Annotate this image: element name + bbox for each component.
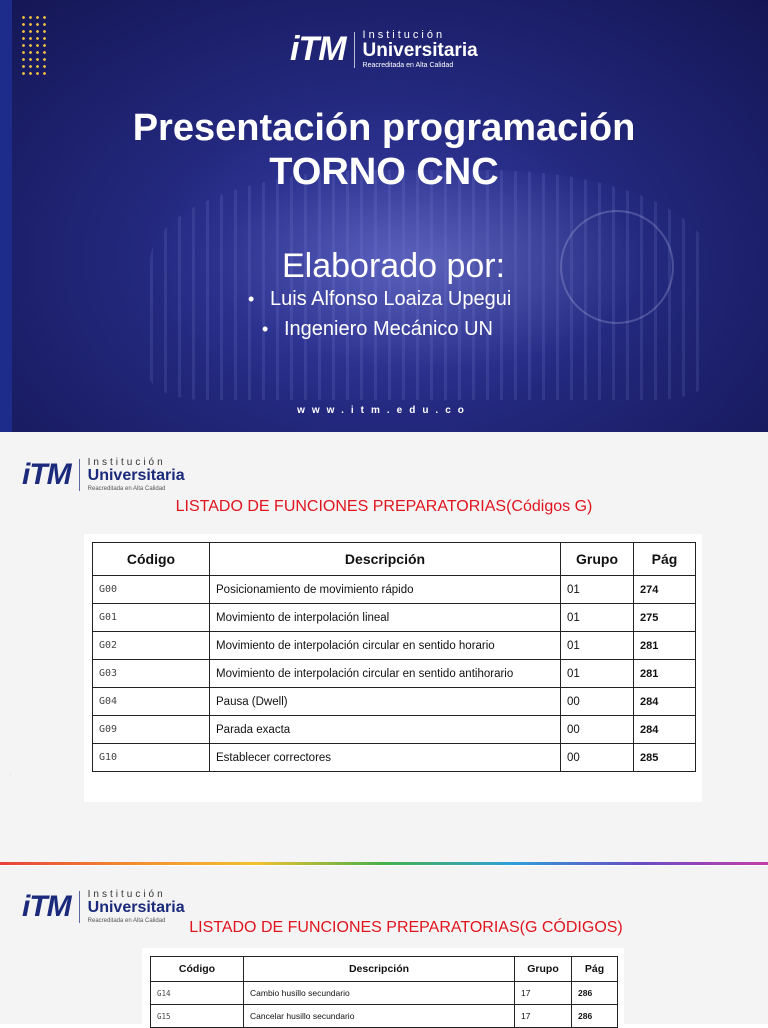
title-line-2: TORNO CNC <box>269 151 499 193</box>
cell-group: 00 <box>561 744 634 772</box>
bullet-icon: • <box>248 289 255 309</box>
itm-logo-mark: iTM <box>22 458 71 491</box>
cell-description: Movimiento de interpolación lineal <box>210 604 561 632</box>
campus-dome-shape <box>560 210 674 324</box>
list-item <box>262 318 511 341</box>
logo-universitaria: Universitaria <box>87 899 185 916</box>
logo-acreditada: Reacreditada en Alta Calidad <box>87 918 166 924</box>
logo-separator <box>79 459 80 491</box>
header-grupo: Grupo <box>515 957 572 982</box>
table-row <box>151 1005 618 1028</box>
header-grupo: Grupo <box>561 543 634 576</box>
cell-group: 01 <box>561 632 634 660</box>
logo-universitaria: Universitaria <box>87 467 185 484</box>
cell-group: 17 <box>515 982 572 1005</box>
cell-code: G03 <box>93 660 210 688</box>
table-row <box>93 604 696 632</box>
website-url: www.itm.edu.co <box>297 405 471 416</box>
table-header-row <box>151 957 618 982</box>
logo-universitaria: Universitaria <box>362 40 478 61</box>
slide-divider <box>0 862 768 865</box>
cell-code: G01 <box>93 604 210 632</box>
logo-institucion: Institución <box>362 29 446 41</box>
cell-group: 17 <box>515 1005 572 1028</box>
logo-acreditada: Reacreditada en Alta Calidad <box>87 486 166 492</box>
cell-description: Posicionamiento de movimiento rápido <box>210 576 561 604</box>
cell-group: 00 <box>561 716 634 744</box>
header-pag: Pág <box>634 543 696 576</box>
cell-description: Pausa (Dwell) <box>210 688 561 716</box>
logo-separator <box>354 32 355 68</box>
cell-code: G02 <box>93 632 210 660</box>
cell-code: G10 <box>93 744 210 772</box>
table-row <box>93 660 696 688</box>
scanned-table-image <box>84 534 702 802</box>
cell-page: 281 <box>634 632 696 660</box>
header-codigo: Código <box>93 543 210 576</box>
cell-page: 274 <box>634 576 696 604</box>
cell-code: G04 <box>93 688 210 716</box>
itm-logo <box>22 458 185 492</box>
logo-acreditada: Reacreditada en Alta Calidad <box>362 62 454 69</box>
table-row <box>93 744 696 772</box>
itm-logo <box>290 30 478 69</box>
scanned-table-image <box>142 948 624 1024</box>
table-row <box>93 576 696 604</box>
header-descripcion: Descripción <box>244 957 515 982</box>
cell-page: 286 <box>572 1005 618 1028</box>
title-line-1: Presentación programación <box>132 107 636 149</box>
cell-code: G15 <box>151 1005 244 1028</box>
cell-description: Establecer correctores <box>210 744 561 772</box>
slide-sidebar-strip <box>0 0 12 432</box>
cell-page: 281 <box>634 660 696 688</box>
header-descripcion: Descripción <box>210 543 561 576</box>
table-row <box>93 716 696 744</box>
cell-group: 01 <box>561 660 634 688</box>
vertical-watermark: · <box>8 773 14 775</box>
cell-group: 00 <box>561 688 634 716</box>
logo-institucion: Institución <box>87 889 166 900</box>
bullet-icon: • <box>262 319 269 339</box>
logo-institucion: Institución <box>87 457 166 468</box>
presentation-title <box>0 106 768 194</box>
slide-heading: LISTADO DE FUNCIONES PREPARATORIAS(G CÓDIGOS) <box>189 919 623 936</box>
cell-page: 286 <box>572 982 618 1005</box>
dots-pattern <box>20 14 50 78</box>
itm-logo-mark: iTM <box>22 890 71 923</box>
list-item <box>248 288 511 311</box>
cell-description: Movimiento de interpolación circular en sentido antihorario <box>210 660 561 688</box>
cell-description: Parada exacta <box>210 716 561 744</box>
author-title: Ingeniero Mecánico UN <box>284 318 493 340</box>
cell-code: G00 <box>93 576 210 604</box>
cell-description: Movimiento de interpolación circular en sentido horario <box>210 632 561 660</box>
author-heading: Elaborado por: <box>282 247 506 285</box>
cell-code: G09 <box>93 716 210 744</box>
cell-description: Cancelar husillo secundario <box>244 1005 515 1028</box>
author-name: Luis Alfonso Loaiza Upegui <box>270 288 512 310</box>
table-row <box>93 632 696 660</box>
header-codigo: Código <box>151 957 244 982</box>
table-row <box>93 688 696 716</box>
table-row <box>151 982 618 1005</box>
cell-description: Cambio husillo secundario <box>244 982 515 1005</box>
itm-logo-mark: iTM <box>290 30 346 68</box>
cell-page: 284 <box>634 688 696 716</box>
author-list <box>248 288 511 348</box>
g-code-table <box>92 542 696 772</box>
cell-page: 285 <box>634 744 696 772</box>
header-pag: Pág <box>572 957 618 982</box>
cell-group: 01 <box>561 604 634 632</box>
cell-code: G14 <box>151 982 244 1005</box>
cell-page: 284 <box>634 716 696 744</box>
slide-heading: LISTADO DE FUNCIONES PREPARATORIAS(Códigos G) <box>175 498 593 515</box>
g-code-table <box>150 956 618 1028</box>
cell-group: 01 <box>561 576 634 604</box>
cell-page: 275 <box>634 604 696 632</box>
table-header-row <box>93 543 696 576</box>
